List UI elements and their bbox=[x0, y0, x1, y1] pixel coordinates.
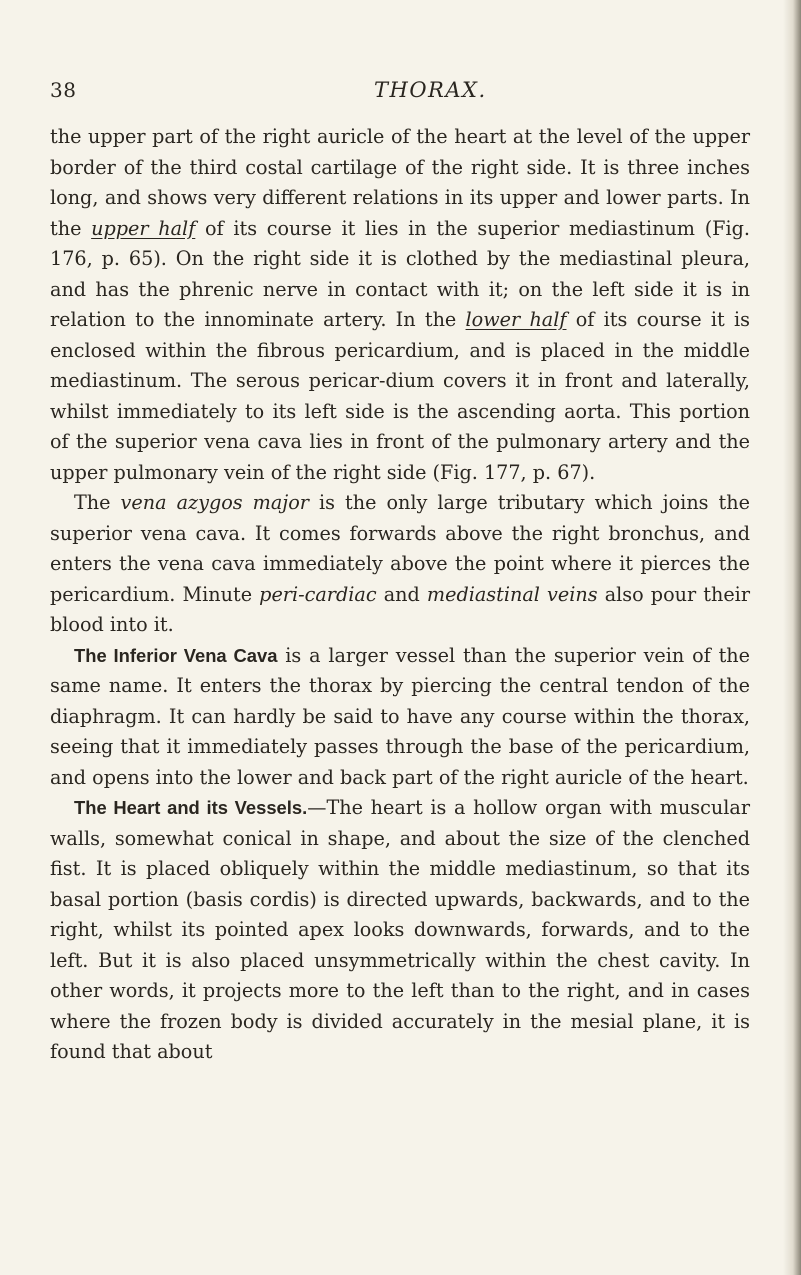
emphasis-upper-half: upper half bbox=[91, 216, 196, 240]
emphasis-mediastinal-veins: mediastinal veins bbox=[426, 582, 598, 606]
body-text bbox=[50, 122, 750, 1068]
section-heading-inferior-vena-cava: The Inferior Vena Cava bbox=[74, 644, 278, 666]
paragraph-superior-vena-cava-continued: the upper part of the right auricle of the heart at the level of the upper border of the third costal cartilage of the right side. It is three inches long, and shows very different relations in its upper and lower parts. In the upper half of its course it lies in the superior mediastinum (Fig. 176, p. 65). On the right side it is clothed by the mediastinal pleura, and has the phrenic nerve in contact with it; on the left side it is in relation to the innominate artery. In the lower half of its course it is enclosed within the fibrous pericardium, and is placed in the middle mediastinum. The serous pericar-dium covers it in front and laterally, whilst immediately to its left side is the ascending aorta. This portion of the superior vena cava lies in front of the pulmonary artery and the upper pulmonary vein of the right side (Fig. 177, p. 67). bbox=[50, 125, 751, 484]
section-heading-heart-and-vessels: The Heart and its Vessels. bbox=[74, 797, 308, 818]
emphasis-vena-azygos-major: vena azygos major bbox=[120, 491, 309, 514]
page-number: 38 bbox=[50, 78, 77, 102]
emphasis-lower-half: lower half bbox=[465, 308, 567, 331]
emphasis-pericardiac: peri-cardiac bbox=[259, 582, 377, 606]
paragraph-inferior-vena-cava: The Inferior Vena Cava is a larger vessel than the superior vein of the same name. It enters the thorax by piercing the central tendon of the diaphragm. It can hardly be said to have any course within the thorax, seeing that it immediately passes through the base of the pericardium, and opens into the lower and back part of the right auricle of the heart. bbox=[50, 643, 750, 789]
page-edge-shadow bbox=[783, 0, 801, 1275]
paragraph-vena-azygos: The vena azygos major is the only large tributary which joins the superior vena cava. It comes forwards above the right bronchus, and enters the vena cava immediately above the point where it pierces the pericardium. Minute peri-cardiac and mediastinal veins also pour their blood into it. bbox=[50, 491, 750, 636]
page-header bbox=[50, 78, 750, 108]
paragraph-heart-and-vessels: The Heart and its Vessels.—The heart is a hollow organ with muscular walls, somewhat conical in shape, and about the size of the clenched fist. It is placed obliquely within the middle mediastinum, so that its basal portion (basis cordis) is directed upwards, backwards, and to the right, whilst its pointed apex looks downwards, forwards, and to the left. But it is also placed unsymmetrically within the chest cavity. In other words, it projects more to the left than to the right, and in cases where the frozen body is divided accurately in the mesial plane, it is found that about bbox=[50, 796, 750, 1063]
running-head: THORAX. bbox=[374, 78, 487, 102]
